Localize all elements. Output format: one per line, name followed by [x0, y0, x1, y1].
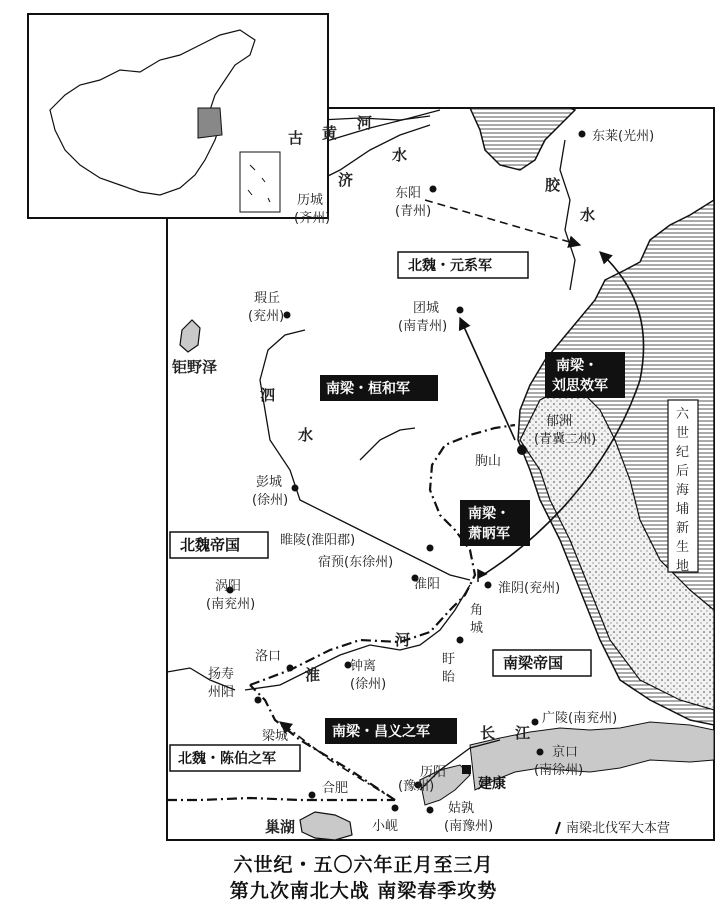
svg-text:水: 水 [580, 206, 596, 224]
svg-text:(南兖州): (南兖州) [206, 597, 256, 612]
svg-text:(南豫州): (南豫州) [444, 819, 494, 834]
svg-text:河: 河 [357, 114, 373, 132]
svg-text:朐山: 朐山 [475, 454, 502, 469]
empire-south: 南梁帝国 [503, 654, 564, 672]
svg-text:新: 新 [676, 521, 690, 536]
svg-text:后: 后 [676, 464, 690, 479]
empire-north: 北魏帝国 [180, 536, 241, 554]
svg-text:(南青州): (南青州) [398, 319, 448, 334]
svg-text:历阳: 历阳 [420, 765, 447, 780]
svg-text:(豫州): (豫州) [398, 779, 435, 794]
juye-label: 钜野泽 [172, 358, 218, 376]
svg-text:京口: 京口 [552, 745, 579, 760]
svg-text:江: 江 [515, 724, 531, 742]
svg-text:黄: 黄 [322, 124, 338, 142]
svg-text:河: 河 [395, 631, 411, 649]
svg-text:城: 城 [470, 621, 484, 636]
svg-text:盱: 盱 [442, 652, 456, 667]
svg-text:淮阳: 淮阳 [414, 577, 441, 592]
chao-label: 巢湖 [265, 818, 296, 836]
svg-text:(兖州): (兖州) [248, 309, 285, 324]
svg-text:东阳: 东阳 [395, 186, 422, 201]
svg-text:长: 长 [480, 724, 496, 742]
svg-text:地: 地 [676, 559, 690, 574]
army-wei-yuan: 北魏・元系军 [408, 258, 492, 274]
army-liang-liu-2: 刘思效军 [552, 378, 608, 394]
svg-text:扬寿: 扬寿 [208, 667, 235, 682]
svg-text:历城: 历城 [297, 193, 324, 208]
svg-text:水: 水 [392, 146, 408, 164]
svg-text:六: 六 [676, 407, 690, 422]
svg-text:(青州): (青州) [395, 204, 432, 219]
svg-text:睢陵(淮阳郡): 睢陵(淮阳郡) [280, 533, 356, 548]
svg-text:泗: 泗 [260, 386, 276, 404]
army-liang-xiao-2: 萧昞军 [468, 526, 510, 542]
svg-text:生: 生 [676, 540, 690, 555]
svg-text:团城: 团城 [413, 301, 440, 316]
svg-text:洛口: 洛口 [255, 649, 282, 664]
svg-text:埔: 埔 [676, 502, 690, 517]
army-liang-chang: 南梁・昌义之军 [332, 724, 430, 740]
svg-text:淮: 淮 [305, 666, 321, 684]
svg-text:角: 角 [470, 603, 484, 618]
svg-text:海: 海 [676, 483, 690, 498]
svg-text:(徐州): (徐州) [350, 677, 387, 692]
svg-text:合肥: 合肥 [322, 781, 349, 796]
army-liang-liu-1: 南梁・ [556, 358, 598, 374]
svg-text:胶: 胶 [545, 176, 561, 194]
svg-text:梁城: 梁城 [262, 729, 289, 744]
coast-label [676, 407, 690, 574]
svg-text:宿预(东徐州): 宿预(东徐州) [318, 555, 394, 570]
svg-text:(齐州): (齐州) [294, 211, 331, 226]
svg-text:水: 水 [298, 426, 314, 444]
svg-text:眙: 眙 [442, 670, 456, 685]
svg-text:瑕丘: 瑕丘 [254, 291, 281, 306]
svg-text:广陵(南兖州): 广陵(南兖州) [542, 711, 618, 726]
map-title-line1: 六世纪・五〇六年正月至三月 [233, 854, 494, 876]
svg-text:东莱(光州): 东莱(光州) [592, 129, 655, 144]
svg-text:世: 世 [676, 426, 690, 441]
svg-text:州阳: 州阳 [208, 685, 235, 700]
svg-text:建康: 建康 [478, 776, 506, 792]
army-liang-xiao-1: 南梁・ [468, 506, 510, 522]
svg-text:纪: 纪 [676, 445, 690, 460]
svg-text:彭城: 彭城 [256, 475, 283, 490]
svg-text:小岘: 小岘 [372, 819, 399, 834]
army-wei-chen: 北魏・陈伯之军 [178, 751, 276, 767]
svg-text:郁洲: 郁洲 [546, 414, 573, 429]
svg-text:古: 古 [288, 129, 304, 147]
inset-map [28, 14, 328, 218]
legend-label: 南梁北伐军大本营 [566, 821, 671, 836]
svg-text:(青冀二州): (青冀二州) [534, 432, 597, 447]
map-title-line2: 第九次南北大战 南梁春季攻势 [229, 880, 498, 902]
army-liang-huan: 南梁・桓和军 [326, 381, 410, 397]
svg-text:(徐州): (徐州) [252, 493, 289, 508]
svg-text:姑孰: 姑孰 [448, 801, 475, 816]
svg-text:涡阳: 涡阳 [215, 579, 242, 594]
svg-text:济: 济 [338, 171, 354, 189]
svg-text:钟离: 钟离 [350, 659, 377, 674]
svg-text:(南徐州): (南徐州) [534, 763, 584, 778]
svg-text:淮阴(兖州): 淮阴(兖州) [498, 581, 561, 596]
